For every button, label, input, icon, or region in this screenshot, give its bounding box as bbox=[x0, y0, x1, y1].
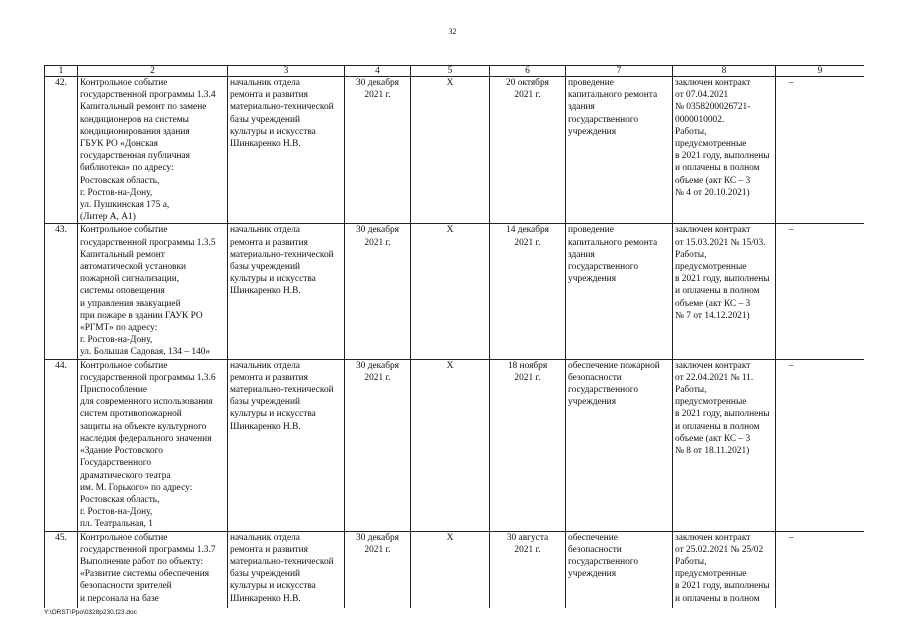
actual-date-cell: 18 ноября 2021 г. bbox=[490, 359, 566, 531]
actual-date-cell: 30 августа 2021 г. bbox=[490, 531, 566, 608]
col9-cell: – bbox=[776, 224, 865, 359]
row-number: 42. bbox=[45, 77, 78, 224]
col5-cell: X bbox=[411, 359, 490, 531]
column-header: 7 bbox=[566, 66, 673, 77]
column-header: 4 bbox=[345, 66, 411, 77]
actual-date-cell: 14 декабря 2021 г. bbox=[490, 224, 566, 359]
column-header: 1 bbox=[45, 66, 78, 77]
row-number: 43. bbox=[45, 224, 78, 359]
planned-date-cell: 30 декабря 2021 г. bbox=[345, 224, 411, 359]
report-table bbox=[44, 65, 864, 608]
responsible-cell: начальник отдела ремонта и развития материально-технической базы учреждений культуры и искусства Шинкаренко Н.В. bbox=[228, 359, 345, 531]
actual-date-cell: 20 октября 2021 г. bbox=[490, 77, 566, 224]
col5-cell: X bbox=[411, 77, 490, 224]
column-header: 5 bbox=[411, 66, 490, 77]
info-cell: заключен контракт от 25.02.2021 № 25/02 Работы, предусмотренные в 2021 году, выполнены и оплачены в полном bbox=[673, 531, 776, 608]
responsible-cell: начальник отдела ремонта и развития материально-технической базы учреждений культуры и искусства Шинкаренко Н.В. bbox=[228, 77, 345, 224]
col9-cell: – bbox=[776, 359, 865, 531]
col5-cell: X bbox=[411, 224, 490, 359]
footer-file-path: Y:\ORST\Ppo\0328p230.f23.doc bbox=[44, 609, 137, 616]
responsible-cell: начальник отдела ремонта и развития материально-технической базы учреждений культуры и искусства Шинкаренко Н.В. bbox=[228, 224, 345, 359]
column-header: 3 bbox=[228, 66, 345, 77]
page-number: 32 bbox=[448, 27, 457, 36]
control-event-cell: Контрольное событие государственной программы 1.3.4 Капитальный ремонт по замене кондиционеров на системы кондиционирования здания ГБУК РО «Донская государственная публичная библиотека» по адресу: Ростовская область, г. Ростов-на-Дону, ул. Пушкинская 175 а, (Литер А, А1) bbox=[78, 77, 228, 224]
planned-date-cell: 30 декабря 2021 г. bbox=[345, 531, 411, 608]
row-number: 45. bbox=[45, 531, 78, 608]
column-header: 6 bbox=[490, 66, 566, 77]
col5-cell: X bbox=[411, 531, 490, 608]
table-row bbox=[45, 531, 865, 608]
table-header-row bbox=[45, 66, 865, 77]
table-row bbox=[45, 359, 865, 531]
table-row bbox=[45, 224, 865, 359]
column-header: 9 bbox=[776, 66, 865, 77]
row-number: 44. bbox=[45, 359, 78, 531]
col9-cell: – bbox=[776, 531, 865, 608]
result-cell: проведение капитального ремонта здания государственного учреждения bbox=[566, 77, 673, 224]
column-header: 8 bbox=[673, 66, 776, 77]
table-row bbox=[45, 77, 865, 224]
result-cell: обеспечение пожарной безопасности государственного учреждения bbox=[566, 359, 673, 531]
col9-cell: – bbox=[776, 77, 865, 224]
info-cell: заключен контракт от 22.04.2021 № 11. Работы, предусмотренные в 2021 году, выполнены и оплачены в полном объеме (акт КС – 3 № 8 от 18.11.2021) bbox=[673, 359, 776, 531]
planned-date-cell: 30 декабря 2021 г. bbox=[345, 77, 411, 224]
planned-date-cell: 30 декабря 2021 г. bbox=[345, 359, 411, 531]
info-cell: заключен контракт от 07.04.2021 № 0358200026721- 0000010002. Работы, предусмотренные в 2021 году, выполнены и оплачены в полном объеме (акт КС – 3 № 4 от 20.10.2021) bbox=[673, 77, 776, 224]
control-event-cell: Контрольное событие государственной программы 1.3.6 Приспособление для современного использования систем противопожарной защиты на объекте культурного наследия федерального значения «Здание Ростовского Государственного драматического театра им. М. Горького» по адресу: Ростовская область, г. Ростов-на-Дону, пл. Театральная, 1 bbox=[78, 359, 228, 531]
control-event-cell: Контрольное событие государственной программы 1.3.7 Выполнение работ по объекту: «Развитие системы обеспечения безопасности зрителей и персонала на базе bbox=[78, 531, 228, 608]
control-event-cell: Контрольное событие государственной программы 1.3.5 Капитальный ремонт автоматической установки пожарной сигнализации, системы оповещения и управления эвакуацией при пожаре в здании ГАУК РО «РГМТ» по адресу: г. Ростов-на-Дону, ул. Большая Садовая, 134 – 140» bbox=[78, 224, 228, 359]
result-cell: обеспечение безопасности государственного учреждения bbox=[566, 531, 673, 608]
responsible-cell: начальник отдела ремонта и развития материально-технической базы учреждений культуры и искусства Шинкаренко Н.В. bbox=[228, 531, 345, 608]
result-cell: проведение капитального ремонта здания государственного учреждения bbox=[566, 224, 673, 359]
column-header: 2 bbox=[78, 66, 228, 77]
info-cell: заключен контракт от 15.03.2021 № 15/03. Работы, предусмотренные в 2021 году, выполнены и оплачены в полном объеме (акт КС – 3 № 7 от 14.12.2021) bbox=[673, 224, 776, 359]
report-table-container bbox=[44, 65, 864, 608]
